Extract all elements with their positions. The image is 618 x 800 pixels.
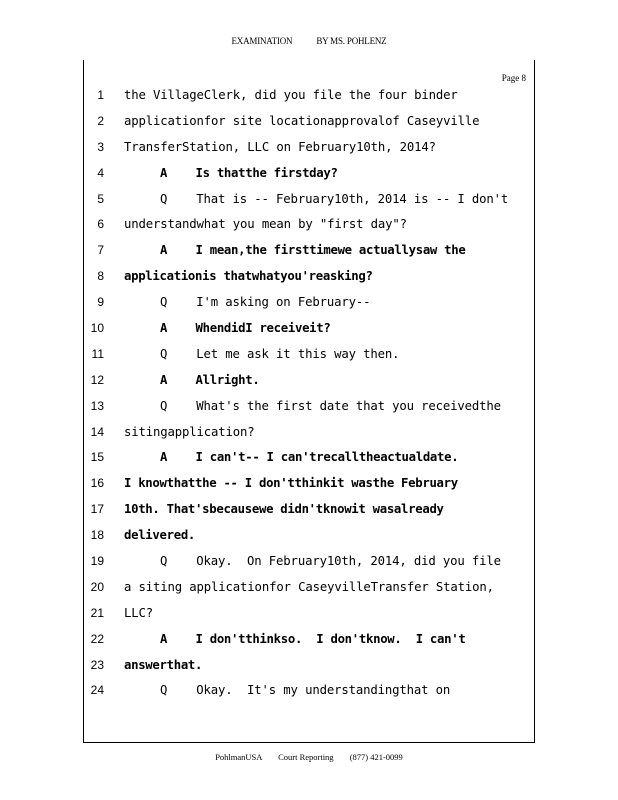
line-number: 20 <box>90 579 104 594</box>
page-number: Page 8 <box>501 73 526 83</box>
transcript-line <box>0 654 618 680</box>
transcript-line <box>0 628 618 654</box>
transcript-line <box>0 239 618 265</box>
line-number: 21 <box>90 605 104 620</box>
line-text: Q I'm asking on February-- <box>160 295 371 310</box>
line-number: 10 <box>90 321 104 336</box>
line-text: Q That is -- February10th, 2014 is -- I don't <box>160 191 509 206</box>
line-number: 3 <box>97 139 104 154</box>
line-text: A Allright. <box>160 372 260 387</box>
transcript-line <box>0 343 618 369</box>
line-text: answerthat. <box>124 657 203 672</box>
transcript-line <box>0 84 618 110</box>
line-number: 19 <box>90 554 104 569</box>
line-number: 1 <box>97 88 104 102</box>
line-number: 23 <box>90 657 104 672</box>
transcript-line <box>0 550 618 576</box>
line-text: A I can't-- I can'trecalltheactualdate. <box>160 450 459 465</box>
header-examiner: BY MS. POHLENZ <box>316 36 387 46</box>
transcript-line <box>0 110 618 136</box>
transcript-line <box>0 421 618 447</box>
line-text: applicationfor site locationapprovalof Caseyville <box>124 113 480 128</box>
line-number: 7 <box>97 243 104 258</box>
line-number: 14 <box>90 424 104 439</box>
line-text: LLC? <box>124 605 154 620</box>
line-number: 2 <box>97 113 104 128</box>
transcript-line <box>0 602 618 628</box>
line-number: 8 <box>97 269 104 284</box>
transcript-line <box>0 679 618 705</box>
transcript-line <box>0 576 618 602</box>
transcript-line <box>0 317 618 343</box>
line-text: Q Okay. On February10th, 2014, did you file <box>160 554 501 569</box>
line-text: A I don'tthinkso. I don'tknow. I can't <box>160 631 466 646</box>
transcript-line <box>0 213 618 239</box>
line-number: 18 <box>90 528 104 543</box>
footer-company: PohlmanUSA <box>215 752 262 762</box>
line-text: TransferStation, LLC on February10th, 2014? <box>124 139 436 154</box>
line-text: applicationis thatwhatyou'reasking? <box>124 269 373 284</box>
transcript-line <box>0 472 618 498</box>
line-text: Q Let me ask it this way then. <box>160 346 400 361</box>
transcript-line <box>0 291 618 317</box>
transcript-line <box>0 188 618 214</box>
line-text: A Is thatthe firstday? <box>160 165 338 180</box>
line-text: delivered. <box>124 528 196 543</box>
line-number: 17 <box>90 502 104 517</box>
transcript-line <box>0 369 618 395</box>
transcript-line <box>0 524 618 550</box>
line-text: A I mean,the firsttimewe actuallysaw the <box>160 243 466 258</box>
line-number: 11 <box>91 346 104 361</box>
page-footer <box>0 752 618 762</box>
page-header <box>0 36 618 46</box>
transcript-line <box>0 265 618 291</box>
transcript-lines <box>0 84 618 705</box>
transcript-line <box>0 446 618 472</box>
transcript-line <box>0 395 618 421</box>
line-number: 12 <box>90 372 104 387</box>
line-text: 10th. That'sbecausewe didn'tknowit wasalready <box>124 502 444 517</box>
line-text: the VillageClerk, did you file the four binder <box>124 88 458 102</box>
line-number: 22 <box>90 631 104 646</box>
line-number: 15 <box>90 450 104 465</box>
transcript-line <box>0 498 618 524</box>
line-text: Q Okay. It's my understandingthat on <box>160 683 451 698</box>
line-number: 24 <box>90 683 104 698</box>
transcript-line <box>0 162 618 188</box>
footer-phone: (877) 421-0099 <box>349 752 403 762</box>
line-number: 4 <box>97 165 104 180</box>
line-text: I knowthatthe -- I don'tthinkit wasthe February <box>124 476 458 491</box>
line-text: Q What's the first date that you receivedthe <box>160 398 501 413</box>
line-text: a siting applicationfor CaseyvilleTransfer Station, <box>124 579 494 594</box>
line-text: understandwhat you mean by "first day"? <box>124 217 407 232</box>
line-number: 5 <box>97 191 104 206</box>
line-number: 9 <box>97 295 104 310</box>
footer-service: Court Reporting <box>278 752 334 762</box>
header-section: EXAMINATION <box>231 36 293 46</box>
line-number: 16 <box>90 476 104 491</box>
line-text: A WhendidI receiveit? <box>160 321 331 336</box>
transcript-line <box>0 136 618 162</box>
line-number: 6 <box>97 217 104 232</box>
line-number: 13 <box>90 398 104 413</box>
line-text: sitingapplication? <box>124 424 255 439</box>
